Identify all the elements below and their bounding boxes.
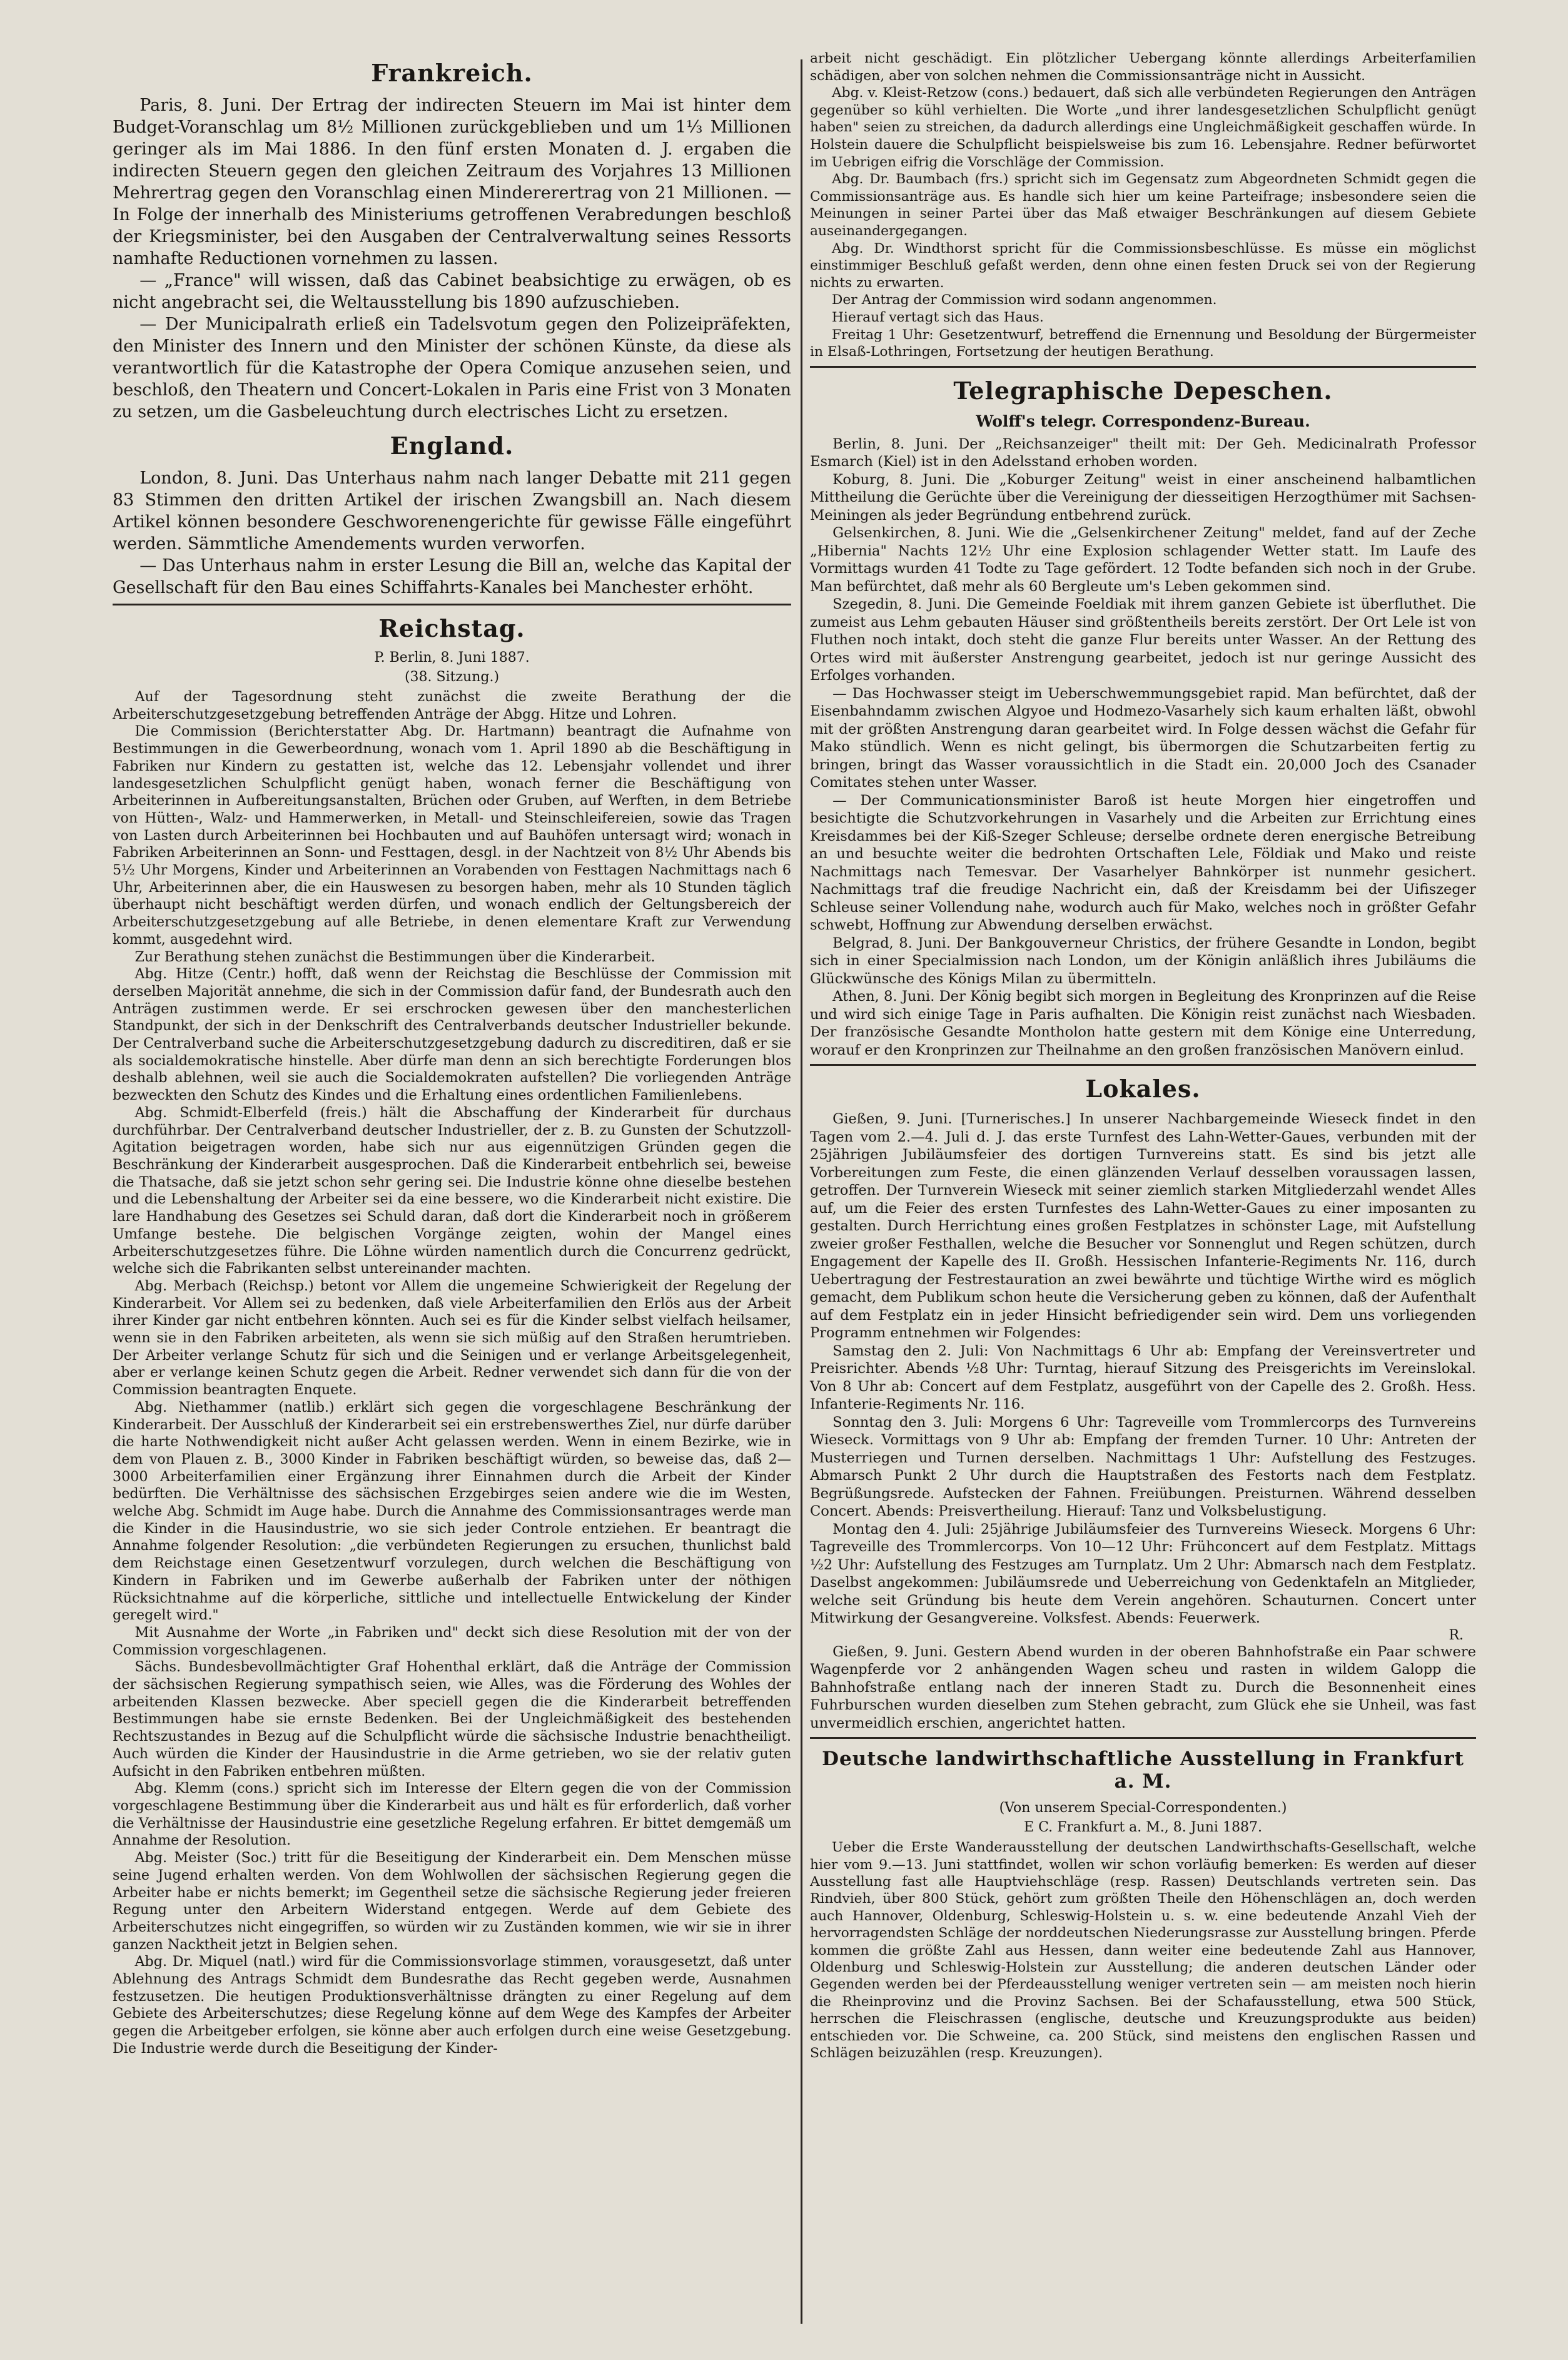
article-paragraph: Abg. Niethammer (natlib.) erklärt sich gegen die vorgeschlagene Beschränkung der Kinderarbeit. Der Ausschluß der Kinderarbeit sei ein erstrebenswerthes Ziel, nur dürfe darüber die harte Nothwendigkeit nicht außer Acht gelassen werden. Wenn in einem Bezirke, wie in dem von Plauen z. B., 3000 Kinder in Fabriken beschäftigt würden, so beweise das, daß 2—3000 Arbeiterfamilien einer Ergänzung ihrer Einnahmen durch die Arbeit der Kinder bedürften. Die Verhältnisse des sächsischen Erzgebirges seien andere wie die im Westen, welche Abg. Schmidt im Auge habe. Durch die Annahme des Commissionsantrages werde man die Kinder in die Hausindustrie, wo sie sich jeder Controle entziehen. Er beantragt die Annahme folgender Resolution: „die verbündeten Regierungen zu ersuchen, thunlichst bald dem Reichstage einen Gesetzentwurf vorzulegen, durch welchen die Beschäftigung von Kindern in Fabriken und im Gewerbe außerhalb der Fabriken unter der nöthigen Rücksichtnahme auf die körperliche, sittliche und intellectuelle Entwickelung der Kinder geregelt wird."	[113, 1399, 791, 1624]
article-paragraph: Gießen, 9. Juni. [Turnerisches.] In unserer Nachbargemeinde Wieseck findet in den Tagen vom 2.—4. Juli d. J. das erste Turnfest des Lahn-Wetter-Gaues, verbunden mit der 25jährigen Jubiläumsfeier des dortigen Turnvereins statt. Es sind bis jetzt alle Vorbereitungen zum Feste, die einen glänzenden Verlauf desselben voraussagen lassen, getroffen. Der Turnverein Wieseck mit seiner ziemlich starken Mitgliederzahl wendet Alles auf, um die Feier des ersten Turnfestes des Lahn-Wetter-Gaues zu einer imposanten zu gestalten. Durch Herrichtung eines großen Festplatzes in schönster Lage, mit Aufstellung zweier großer Festhallen, welche die Besucher vor Sonnenglut und Regen schützen, durch Engagement der Kapelle des II. Großh. Hessischen Infanterie-Regiments Nr. 116, durch Uebertragung der Festrestauration an zwei bewährte und tüchtige Wirthe wird es möglich gemacht, dem Publikum schon heute die Versicherung geben zu können, daß der Aufenthalt auf dem Festplatz ein in jeder Hinsicht befriedigender sein wird. Dem uns vorliegenden Programm entnehmen wir Folgendes:	[810, 1111, 1476, 1342]
article-paragraph: Die Commission (Berichterstatter Abg. Dr. Hartmann) beantragt die Aufnahme von Bestimmungen in die Gewerbeordnung, wonach vom 1. April 1890 ab die Beschäftigung in Fabriken nur Kindern zu gestatten ist, welche das 12. Lebensjahr vollendet und ihrer landesgesetzlichen Schulpflicht genügt haben, wonach ferner die Beschäftigung von Arbeiterinnen in Aufbereitungsanstalten, Brüchen oder Gruben, auf Werften, in dem Betriebe von Hütten-, Walz- und Hammerwerken, in Metall- und Steinschleifereien, sowie das Tragen von Lasten durch Arbeiterinnen bei Hochbauten und auf Bauhöfen untersagt wird; wonach in Fabriken Arbeiterinnen an Sonn- und Festtagen, desgl. in der Nachtzeit von 8½ Uhr Abends bis 5½ Uhr Morgens, Kinder und Arbeiterinnen an Vorabenden von Festtagen Nachmittags nach 6 Uhr, Arbeiterinnen aber, die ein Hauswesen zu besorgen haben, mehr als 10 Stunden täglich überhaupt nicht beschäftigt werden dürfen, und wonach endlich der Geltungsbereich der Arbeiterschutzgesetzgebung auf alle Betriebe, in denen elementare Kraft zur Verwendung kommt, ausgedehnt wird.	[113, 723, 791, 948]
section-england	[113, 432, 791, 599]
article-paragraph: Abg. Klemm (cons.) spricht sich im Interesse der Eltern gegen die von der Commission vorgeschlagene Bestimmung über die Kinderarbeit aus und hält es für erforderlich, daß vorher die Verhältnisse der Hausindustrie eine gesetzliche Regelung erfahren. Er bittet demgemäß um Annahme der Resolution.	[113, 1780, 791, 1849]
article-paragraph: Der Antrag der Commission wird sodann angenommen.	[831, 292, 1217, 308]
article-paragraph: Abg. Hitze (Centr.) hofft, daß wenn der Reichstag die Beschlüsse der Commission mit derselben Majorität annehme, die sich in der Commission dafür fand, der Bundesrath auch den Anträgen zustimmen werde. Er sei erschrocken gewesen über den manchesterlichen Standpunkt, der sich in der Denkschrift des Centralverbands deutscher Industrieller bekunde. Der Centralverband suche die Arbeiterschutzgesetzgebung dadurch zu discreditiren, daß er sie als socialdemokratische hinstelle. Aber dürfe man denn an sich berechtigte Forderungen blos deshalb ablehnen, weil sie auch die Socialdemokraten aufstellen? Die vorliegenden Anträge bezweckten den Schutz des Kindes und die Erhaltung eines ordentlichen Familienlebens.	[113, 966, 791, 1104]
article-paragraph: Berlin, 8. Juni. Der „Reichsanzeiger" theilt mit: Der Geh. Medicinalrath Professor Esmarch (Kiel) ist in den Adelsstand erhoben worden.	[810, 435, 1476, 470]
right-column	[810, 50, 1476, 2062]
subheading-wolff: Wolff's telegr. Correspondenz-Bureau.	[976, 412, 1310, 430]
article-paragraph: London, 8. Juni. Das Unterhaus nahm nach langer Debatte mit 211 gegen 83 Stimmen den dritten Artikel der irischen Zwangsbill an. Nach diesem Artikel können besondere Geschworenengerichte für gewisse Fälle eingeführt werden. Sämmtliche Amendements wurden verworfen.	[113, 468, 791, 554]
article-paragraph: — „France" will wissen, daß das Cabinet beabsichtige zu erwägen, ob es nicht angebracht sei, die Weltausstellung bis 1890 aufzuschieben.	[113, 271, 791, 312]
article-paragraph: Auf der Tagesordnung steht zunächst die zweite Berathung der die Arbeiterschutzgesetzgebung betreffenden Anträge der Abgg. Hitze und Lohren.	[113, 689, 791, 722]
article-paragraph: Montag den 4. Juli: 25jährige Jubiläumsfeier des Turnvereins Wieseck. Morgens 6 Uhr: Tagreveille des Trommlercorps. Von 10—12 Uhr: Frühconcert auf dem Festplatz. Mittags ½2 Uhr: Aufstellung des Festzuges am Turnplatz. Um 2 Uhr: Abmarsch nach dem Festplatz. Daselbst angekommen: Jubiläumsrede und Ueberreichung von Gedenktafeln an Mitglieder, welche seit Gründung bis heute dem Verein angehören. Schauturnen. Concert unter Mitwirkung der Gesangvereine. Volksfest. Abends: Feuerwerk.	[810, 1521, 1476, 1627]
article-paragraph: Zur Berathung stehen zunächst die Bestimmungen über die Kinderarbeit.	[134, 948, 655, 965]
article-paragraph: Koburg, 8. Juni. Die „Koburger Zeitung" weist in einer anscheinend halbamtlichen Mittheilung die Gerüchte über die Vereinigung der diesseitigen Herzogthümer mit Sachsen-Meiningen als jeder Begründung entbehrend zurück.	[810, 471, 1476, 524]
article-paragraph: Szegedin, 8. Juni. Die Gemeinde Foeldiak mit ihrem ganzen Gebiete ist überfluthet. Die zumeist aus Lehm gebauten Häuser sind größtentheils bereits zerstört. Der Ort Lele ist von Fluthen noch intakt, doch steht die ganze Flur bereits unter Wasser. An der Rettung des Ortes wird mit äußerster Anstrengung gearbeitet, jedoch ist nur geringe Aussicht des Erfolges vorhanden.	[810, 596, 1476, 684]
subheading-correspondent: (Von unserem Special-Correspondenten.)	[999, 1800, 1287, 1816]
section-divider	[810, 1737, 1476, 1739]
section-reichstag-continued	[810, 50, 1476, 361]
dateline: P. Berlin, 8. Juni 1887.	[374, 650, 530, 666]
article-paragraph: Paris, 8. Juni. Der Ertrag der indirecten Steuern im Mai ist hinter dem Budget-Voranschlag um 8½ Millionen zurückgeblieben und um 1⅓ Millionen geringer als im Mai 1886. In den fünf ersten Monaten d. J. ergaben die indirecten Steuern gegen den gleichen Zeitraum des Vorjahres 13 Millionen Mehrertrag gegen den Voranschlag einen Mindererertrag von 21 Millionen. — In Folge der innerhalb des Ministeriums getroffenen Verabredungen beschloß der Kriegsminister, bei den Ausgaben der Centralverwaltung seines Ressorts namhafte Reductionen vornehmen zu lassen.	[113, 96, 791, 268]
section-telegraphische	[810, 377, 1476, 1060]
column-rule	[801, 59, 802, 2324]
section-divider	[810, 1064, 1476, 1066]
article-paragraph: Mit Ausnahme der Worte „in Fabriken und" deckt sich diese Resolution mit der von der Commission vorgeschlagenen.	[113, 1624, 791, 1658]
article-paragraph: Samstag den 2. Juli: Von Nachmittags 6 Uhr ab: Empfang der Vereinsvertreter und Preisrichter. Abends ½8 Uhr: Turntag, hierauf Sitzung des Preisgerichts im Vereinslokal. Von 8 Uhr ab: Concert auf dem Festplatz, ausgeführt von der Capelle des 2. Großh. Hess. Infanterie-Regiments Nr. 116.	[810, 1342, 1476, 1413]
article-paragraph: Freitag 1 Uhr: Gesetzentwurf, betreffend die Ernennung und Besoldung der Bürgermeister in Elsaß-Lothringen, Fortsetzung der heutigen Berathung.	[810, 327, 1476, 360]
article-paragraph: Abg. Dr. Miquel (natl.) wird für die Commissionsvorlage stimmen, vorausgesetzt, daß unter Ablehnung des Antrags Schmidt dem Bundesrathe das Recht gegeben werde, Ausnahmen festzusetzen. Die heutigen Produktionsverhältnisse drängten zu einer Regelung auf dem Gebiete des Arbeiterschutzes; diese Regelung könne auf dem Wege des Kampfes der Arbeiter gegen die Arbeitgeber erfolgen, sie könne aber auch erfolgen durch eine weise Gesetzgebung. Die Industrie werde durch die Beseitigung der Kinder-	[113, 1953, 791, 2057]
dateline: E C. Frankfurt a. M., 8. Juni 1887.	[1024, 1820, 1262, 1836]
heading-reichstag: Reichstag.	[378, 614, 525, 642]
article-paragraph: — Der Communicationsminister Baroß ist heute Morgen hier eingetroffen und besichtigte die Schutzvorkehrungen in Vasarhely und die Arbeiten zur Errichtung eines Kreisdammes bei der Kiß-Szeger Schleuse; derselbe ordnete deren energische Betreibung an und besuchte weiter die bedrohten Ortschaften Lele, Földiak und Mako und reiste Nachmittags nach Temesvar. Der Vasarhelyer Bahnkörper ist nunmehr gesichert. Nachmittags traf die freudige Nachricht ein, daß der Kreisdamm bei der Uifiszeger Schleuse seiner Vollendung nahe, wodurch auch für Mako, welches noch in größter Gefahr schwebt, Hoffnung zur Abwendung derselben erwächst.	[810, 792, 1476, 934]
section-ausstellung	[810, 1748, 1476, 2062]
article-paragraph: Abg. v. Kleist-Retzow (cons.) bedauert, daß sich alle verbündeten Regierungen den Anträgen gegenüber so kühl verhielten. Die Worte „und ihrer landesgesetzlichen Schulpflicht genügt haben" seien zu streichen, da dadurch allerdings eine Ungleichmäßigkeit geschaffen würde. In Holstein dauere die Schulpflicht beispielsweise bis zum 16. Lebensjahre. Redner befürwortet im Uebrigen eifrig die Vorschläge der Commission.	[810, 85, 1476, 170]
article-paragraph: Gelsenkirchen, 8. Juni. Wie die „Gelsenkirchener Zeitung" meldet, fand auf der Zeche „Hibernia" Nachts 12½ Uhr eine Explosion schlagender Wetter statt. Im Laufe des Vormittags wurden 41 Todte zu Tage gefördert. 12 Todte befanden sich noch in der Grube. Man befürchtet, daß mehr als 60 Bergleute um's Leben gekommen sind.	[810, 525, 1476, 595]
article-paragraph: Abg. Meister (Soc.) tritt für die Beseitigung der Kinderarbeit ein. Dem Menschen müsse seine Jugend erhalten werden. Von dem Wohlwollen der sächsischen Regierung gegen die Arbeiter habe er nichts bemerkt; im Gegentheil setze die sächsische Regierung jeder freieren Regung unter den Arbeitern Widerstand entgegen. Werde auf dem Gebiete des Arbeiterschutzes nicht eingegriffen, so würden wir zu Zuständen kommen, wie wir sie in ihrer ganzen Nacktheit jetzt in Belgien sehen.	[113, 1850, 791, 1953]
article-paragraph: Abg. Schmidt-Elberfeld (freis.) hält die Abschaffung der Kinderarbeit für durchaus durchführbar. Der Centralverband deutscher Industrieller, der z. B. zu Gunsten der Schutzzoll-Agitation beigetragen worden, habe sich nur aus eigennützigen Gründen gegen die Beschränkung der Kinderarbeit ausgesprochen. Daß die Kinderarbeit entbehrlich sei, beweise die Thatsache, daß sie jetzt schon sehr gering sei. Die Industrie könne ohne dieselbe bestehen und die Lebenshaltung der Arbeiter sei da eine bessere, wo die Kinderarbeit nicht existire. Die lare Handhabung des Gesetzes sei Schuld daran, daß dort die Kinderarbeit noch in größerem Umfange bestehe. Die belgischen Vorgänge zeigten, wohin der Mangel eines Arbeiterschutzgesetzes führe. Die Löhne würden namentlich durch die Concurrenz gedrückt, welche sich die Fabrikanten selbst untereinander machten.	[113, 1104, 791, 1277]
section-divider	[113, 604, 791, 605]
article-paragraph: Belgrad, 8. Juni. Der Bankgouverneur Christics, der frühere Gesandte in London, begibt sich in einer Specialmission nach London, um der Königin anläßlich ihres Jubiläums die Glückwünsche des Königs Milan zu übermitteln.	[810, 934, 1476, 987]
article-paragraph: Sächs. Bundesbevollmächtigter Graf Hohenthal erklärt, daß die Anträge der Commission der sächsischen Regierung sympathisch seien, wie Alles, was die Förderung des Wohles der arbeitenden Klassen bezwecke. Aber speciell gegen die die Kinderarbeit betreffenden Bestimmungen habe sie ernste Bedenken. Bei der Ungleichmäßigkeit des bestehenden Rechtszustandes in Bezug auf die Schulpflicht würde die sächsische Industrie benachtheiligt. Auch würden die Kinder der Hausindustrie in die Arme getrieben, wo sie der relativ guten Aufsicht in den Fabriken entbehren müßten.	[113, 1659, 791, 1780]
article-paragraph: — Der Municipalrath erließ ein Tadelsvotum gegen den Polizeipräfekten, den Minister des Innern und den Minister der schönen Künste, da diese als verantwortlich für die Katastrophe der Opera Comique anzusehen seien, und beschloß, den Theatern und Concert-Lokalen in Paris eine Frist von 3 Monaten zu setzen, um die Gasbeleuchtung durch electrisches Licht zu ersetzen.	[113, 315, 791, 422]
heading-frankreich: Frankreich.	[371, 59, 533, 87]
article-paragraph: Athen, 8. Juni. Der König begibt sich morgen in Begleitung des Kronprinzen auf die Reise und wird sich einige Tage in Paris aufhalten. Die Königin reist zunächst nach Wiesbaden. Der französische Gesandte Montholon hatte gestern mit dem Könige eine Unterredung, worauf er den Kronprinzen zur Theilnahme an den großen französischen Manövern einlud.	[810, 988, 1476, 1058]
section-divider	[810, 366, 1476, 368]
article-paragraph: Gießen, 9. Juni. Gestern Abend wurden in der oberen Bahnhofstraße ein Paar schwere Wagenpferde vor 2 anhängenden Wagen scheu und rasten in wildem Galopp die Bahnhofstraße entlang nach der inneren Stadt zu. Durch die Besonnenheit eines Fuhrburschen wurden dieselben zum Stehen gebracht, zum Glück ehe sie Unheil, was fast unvermeidlich erschien, angerichtet hatten.	[810, 1643, 1476, 1731]
article-paragraph: — Das Hochwasser steigt im Ueberschwemmungsgebiet rapid. Man befürchtet, daß der Eisenbahndamm zwischen Algyoe und Hodmezo-Vasarhely sich kaum erhalten läßt, obwohl mit der größten Anstrengung daran gearbeitet wird. In Folge dessen wächst die Gefahr für Mako stündlich. Wenn es nicht gelingt, bis übermorgen die Schutzarbeiten fertig zu bringen, bringt das Wasser voraussichtlich in die Stadt ein. 20,000 Joch des Csanader Comitates stehen unter Wasser.	[810, 685, 1476, 791]
author-signature: R.	[1449, 1627, 1464, 1643]
section-lokales	[810, 1075, 1476, 1732]
article-paragraph: Abg. Dr. Baumbach (frs.) spricht sich im Gegensatz zum Abgeordneten Schmidt gegen die Commissionsanträge aus. Es handle sich hier um keine Parteifrage; insbesondere seien die Meinungen in seiner Partei über das Maß etwaiger Beschränkungen auf diesem Gebiete auseinandergegangen.	[810, 171, 1476, 239]
sitting-number: (38. Sitzung.)	[404, 669, 500, 685]
article-paragraph: Abg. Dr. Windthorst spricht für die Commissionsbeschlüsse. Es müsse ein möglichst einstimmiger Beschluß gefaßt werden, denn ohne einen festen Druck sei von der Regierung nichts zu erwarten.	[810, 240, 1476, 291]
article-paragraph: Sonntag den 3. Juli: Morgens 6 Uhr: Tagreveille vom Trommlercorps des Turnvereins Wieseck. Vormittags von 9 Uhr ab: Empfang der fremden Turner. 10 Uhr: Antreten der Musterriegen und Turnen derselben. Nachmittags 1 Uhr: Aufstellung des Festzuges. Abmarsch Punkt 2 Uhr durch die Hauptstraßen des Festorts nach dem Festplatz. Begrüßungsrede. Aufstecken der Fahnen. Freiübungen. Preisturnen. Während desselben Concert. Abends: Preisvertheilung. Hierauf: Tanz und Volksbelustigung.	[810, 1414, 1476, 1520]
heading-telegraphische: Telegraphische Depeschen.	[953, 376, 1333, 405]
section-reichstag	[113, 614, 791, 2058]
article-paragraph: Ueber die Erste Wanderausstellung der deutschen Landwirthschafts-Gesellschaft, welche hier vom 9.—13. Juni stattfindet, wollen wir schon vorläufig bemerken: Es werden auf dieser Ausstellung fast alle Hauptviehschläge (resp. Rassen) Deutschlands vertreten sein. Das Rindvieh, über 800 Stück, gehört zum größten Theile den Höhenschlägen an, doch werden auch Hannover, Oldenburg, Schleswig-Holstein u. s. w. eine bedeutende Anzahl Vieh der hervorragendsten Schläge der norddeutschen Niederungsrasse zur Ausstellung bringen. Pferde kommen die größte Zahl aus Hessen, dann weiter eine bedeutende Zahl aus Hannover, Oldenburg und Schleswig-Holstein zur Ausstellung; die anderen deutschen Länder oder Gegenden werden bei der Pferdeausstellung weniger vertreten sein — am meisten noch hierin die Rheinprovinz und die Provinz Sachsen. Bei der Schafausstellung, etwa 500 Stück, herrschen die Fleischrassen (englische, deutsche und Kreuzungsprodukte aus beiden) entschieden vor. Die Schweine, ca. 200 Stück, sind meistens den englischen Rassen und Schlägen beizuzählen (resp. Kreuzungen).	[810, 1840, 1476, 2062]
article-paragraph: Hierauf vertagt sich das Haus.	[831, 309, 1044, 325]
article-paragraph: Abg. Merbach (Reichsp.) betont vor Allem die ungemeine Schwierigkeit der Regelung der Kinderarbeit. Vor Allem sei zu bedenken, daß viele Arbeiterfamilien den Erlös aus der Arbeit ihrer Kinder gar nicht entbehren könnten. Auch sei es für die Kinder selbst vielfach heilsamer, wenn sie in den Fabriken arbeiteten, als wenn sie sich müßig auf den Straßen herumtrieben. Der Arbeiter verlange Schutz für sich und die Seinigen und er verlange Arbeitsgelegenheit, aber er verlange keinen Schutz gegen die Arbeit. Redner verwendet sich dann für die von der Commission beantragten Enquete.	[113, 1277, 791, 1399]
section-frankreich	[113, 59, 791, 423]
heading-lokales: Lokales.	[1085, 1075, 1201, 1103]
heading-ausstellung: Deutsche landwirthschaftliche Ausstellung in Frankfurt a. M.	[822, 1748, 1464, 1793]
article-paragraph: arbeit nicht geschädigt. Ein plötzlicher Uebergang könnte allerdings Arbeiterfamilien schädigen, aber von solchen nehmen die Commissionsanträge nicht in Aussicht.	[810, 51, 1476, 84]
left-column	[113, 50, 791, 2058]
article-paragraph: — Das Unterhaus nahm in erster Lesung die Bill an, welche das Kapital der Gesellschaft für den Bau eines Schiffahrts-Kanales bei Manchester erhöht.	[113, 556, 791, 597]
heading-england: England.	[390, 432, 514, 460]
